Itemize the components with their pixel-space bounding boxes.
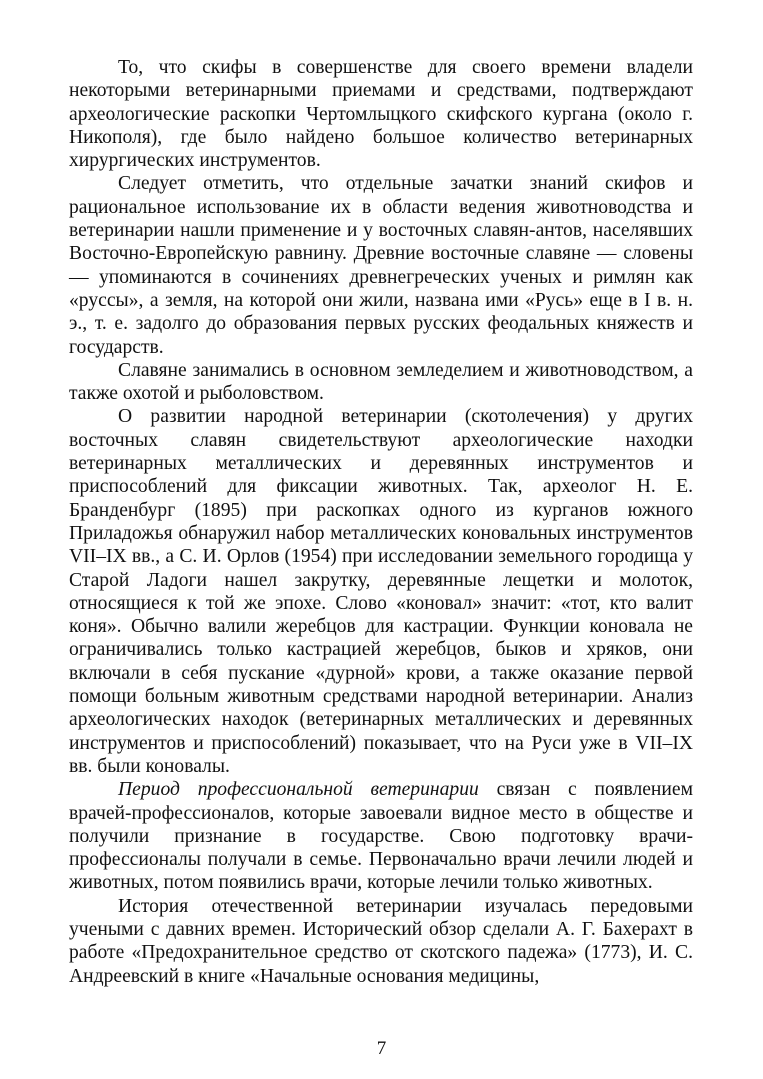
paragraph: Славяне занимались в основном земледелием и животноводством, а также охотой и рыболовством. (69, 359, 693, 405)
page-text (69, 56, 693, 988)
paragraph-emphasis: Период профессиональной ветеринарии (118, 779, 479, 801)
paragraph: История отечественной ветеринарии изучалась передовыми учеными с давних времен. Исторический обзор сделали А. Г. Бахерахт в работе «Предохранительное средство от скотского падежа» (1773), И. С. Андреевский в книге «Начальные основания медицины, (69, 895, 693, 987)
page-number: 7 (376, 1038, 387, 1059)
paragraph (69, 778, 693, 894)
paragraph-text: связан с появлением врачей-профессионалов, которые завоевали видное место в обществе и получили признание в государстве. Свою подготовку врачи-профессионалы получали в семье. Первоначально врачи лечили людей и животных, потом появились врачи, которые лечили только животных. (69, 779, 693, 894)
paragraph: То, что скифы в совершенстве для своего времени владели некоторыми ветеринарными приемами и средствами, подтверждают археологические раскопки Чертомлыцкого скифского кургана (около г. Никополя), где было найдено большое количество ветеринарных хирургических инструментов. (69, 57, 693, 172)
paragraph: О развитии народной ветеринарии (скотолечения) у других восточных славян свидетельствуют археологические находки ветеринарных металлических и деревянных инструментов и приспособлений для фиксации животных. Так, археолог Н. Е. Бранденбург (1895) при раскопках одного из курганов южного Приладожья обнаружил набор металлических коновальных инструментов VII–IX вв., а С. И. Орлов (1954) при исследовании земельного городища у Старой Ладоги нашел закрутку, деревянные лещетки и молоток, относящиеся к той же эпохе. Слово «коновал» значит: «тот, кто валит коня». Обычно валили жеребцов для кастрации. Функции коновала не ограничивались только кастрацией жеребцов, быков и хряков, они включали в себя пускание «дурной» крови, а также оказание первой помощи больным животным средствами народной ветеринарии. Анализ археологических находок (ветеринарных металлических и деревянных инструментов и приспособлений) показывает, что на Руси уже в VII–IX вв. были коновалы. (69, 406, 693, 777)
paragraph: Следует отметить, что отдельные зачатки знаний скифов и рациональное использование их в области ведения животноводства и ветеринарии нашли применение и у восточных славян-антов, населявших Восточно-Европейскую равнину. Древние восточные славяне — словены — упоминаются в сочинениях древнегреческих ученых и римлян как «руссы», а земля, на которой они жили, названа ими «Русь» еще в I в. н. э., т. е. задолго до образования первых русских феодальных княжеств и государств. (69, 173, 693, 358)
